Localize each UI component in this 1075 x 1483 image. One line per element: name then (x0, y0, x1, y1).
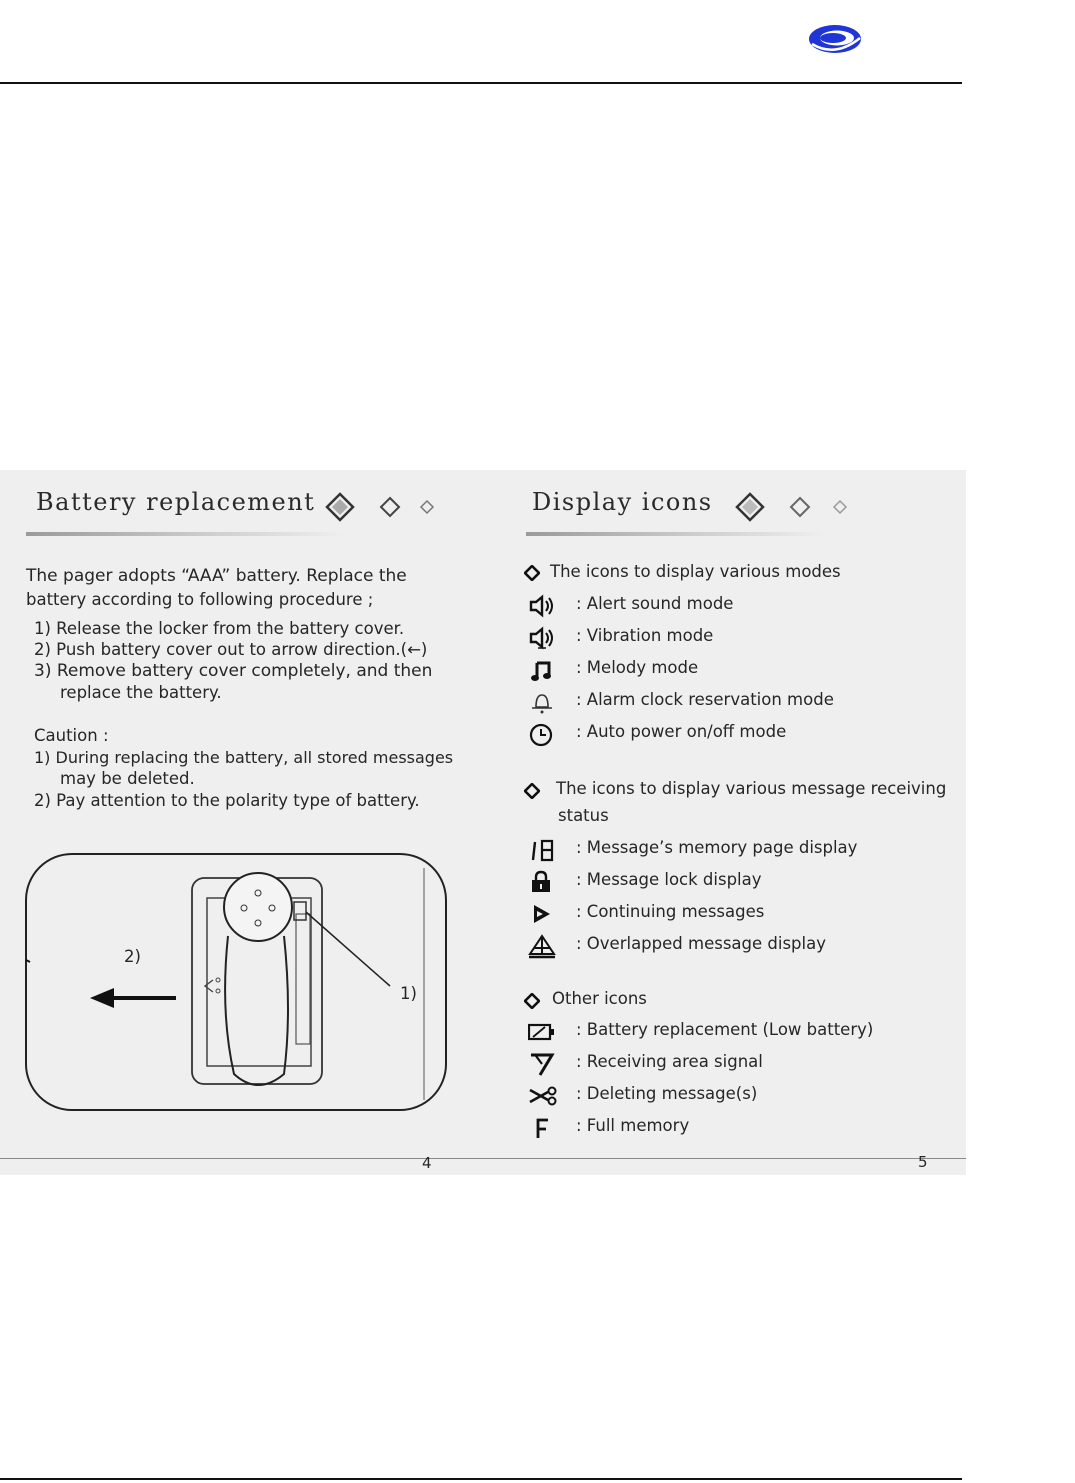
icon-row-alarm (528, 690, 948, 716)
section-modes-heading: The icons to display various modes (550, 562, 841, 581)
header-rule (0, 82, 962, 84)
section-other-heading: Other icons (552, 989, 647, 1008)
low-battery-icon (528, 1020, 556, 1046)
icon-row-auto-power (528, 722, 948, 748)
page-digits-icon (528, 838, 556, 864)
title-diamonds-right (734, 492, 854, 522)
intro-line-2: battery according to following procedure ; (26, 590, 374, 609)
section-status-heading: The icons to display various message receiving (556, 779, 947, 798)
caution-heading: Caution : (34, 726, 109, 745)
intro-line-1: The pager adopts “AAA” battery. Replace the (26, 566, 407, 586)
icon-row-overlapped (528, 934, 948, 960)
spread-footer-rule (0, 1158, 966, 1159)
low-battery-label: : Battery replacement (Low battery) (576, 1020, 874, 1039)
caution-2: 2) Pay attention to the polarity type of battery. (34, 791, 420, 810)
melody-label: : Melody mode (576, 658, 699, 677)
auto-power-label: : Auto power on/off mode (576, 722, 787, 741)
step-2: 2) Push battery cover out to arrow direction.(←) (34, 640, 428, 659)
display-icons-title: Display icons (532, 488, 713, 516)
title-diamonds (324, 492, 444, 522)
clock-icon (528, 722, 556, 748)
step-1: 1) Release the locker from the battery cover. (34, 619, 405, 638)
icon-row-full-memory (528, 1116, 948, 1142)
battery-replacement-title: Battery replacement (36, 488, 316, 516)
alarm-bell-icon (528, 690, 556, 716)
bullet-diamond-icon (524, 783, 540, 799)
continue-arrow-icon (528, 902, 556, 928)
caution-1-cont: may be deleted. (60, 769, 195, 788)
vibration-label: : Vibration mode (576, 626, 714, 645)
footer-rule (0, 1478, 962, 1480)
bullet-diamond-icon (524, 993, 540, 1009)
icon-row-deleting (528, 1084, 948, 1110)
overlap-icon (528, 934, 556, 960)
alarm-label: : Alarm clock reservation mode (576, 690, 834, 709)
icon-row-signal (528, 1052, 948, 1078)
signal-antenna-icon (528, 1052, 556, 1078)
scissors-icon (528, 1084, 556, 1110)
melody-icon (528, 658, 556, 684)
icon-row-alert-sound (528, 594, 948, 620)
step-3-cont: replace the battery. (60, 683, 222, 702)
full-memory-label: : Full memory (576, 1116, 690, 1135)
lock-icon (528, 870, 556, 896)
signal-label: : Receiving area signal (576, 1052, 763, 1071)
figure-label-2: 2) (124, 947, 141, 966)
icon-row-low-battery (528, 1020, 948, 1046)
left-page-number: 4 (422, 1154, 432, 1172)
step-3: 3) Remove battery cover completely, and then (34, 661, 433, 681)
lock-label: : Message lock display (576, 870, 762, 889)
manual-spread (0, 470, 966, 1175)
caution-1: 1) During replacing the battery, all stored messages (34, 748, 454, 767)
title-underline-right (526, 532, 826, 536)
title-underline (26, 532, 346, 536)
icon-row-melody (528, 658, 948, 684)
alert-sound-label: : Alert sound mode (576, 594, 734, 613)
battery-cover-illustration (22, 852, 452, 1114)
overlapped-label: : Overlapped message display (576, 934, 826, 953)
alert-sound-icon (528, 594, 556, 620)
deleting-label: : Deleting message(s) (576, 1084, 758, 1103)
icon-row-page-display (528, 838, 948, 864)
icon-row-vibration (528, 626, 948, 652)
icon-row-lock (528, 870, 948, 896)
page-display-label: : Message’s memory page display (576, 838, 858, 857)
continuing-label: : Continuing messages (576, 902, 765, 921)
bullet-diamond-icon (524, 565, 540, 581)
full-memory-icon (528, 1116, 556, 1142)
icon-row-continuing (528, 902, 948, 928)
right-page-number: 5 (918, 1153, 928, 1171)
section-status-heading-cont: status (558, 806, 609, 825)
company-logo (806, 22, 864, 56)
vibration-icon (528, 626, 556, 652)
figure-label-1: 1) (400, 984, 417, 1003)
